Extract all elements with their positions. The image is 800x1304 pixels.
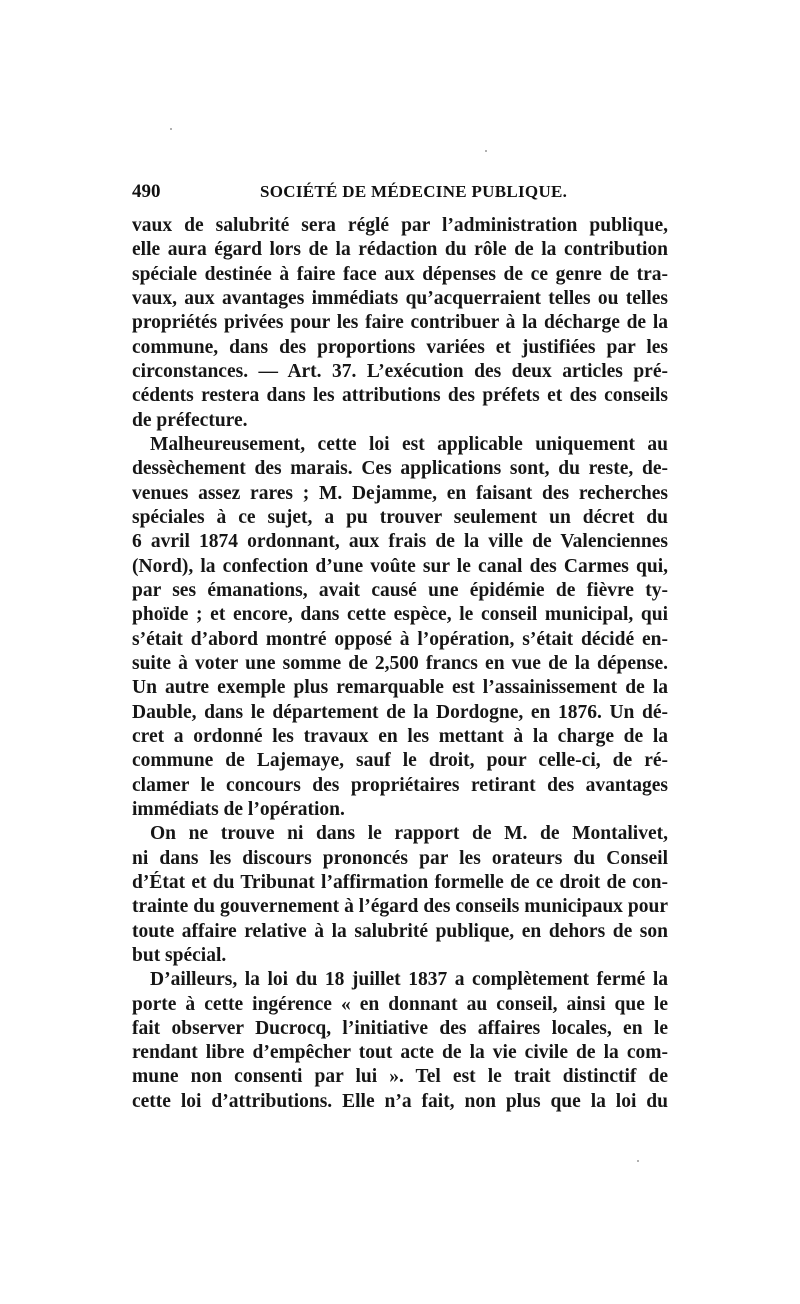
text-line: cret a ordonné les travaux en les mettant à la charge de la <box>132 725 668 747</box>
paragraph <box>132 433 668 822</box>
text-line: porte à cette ingérence « en donnant au conseil, ainsi que le <box>132 993 668 1015</box>
text-line: elle aura égard lors de la rédaction du rôle de la contribution <box>132 239 668 261</box>
running-header <box>132 181 668 207</box>
text-line: Dauble, dans le département de la Dordogne, en 1876. Un dé- <box>132 701 668 723</box>
text-line: venues assez rares ; M. Dejamme, en faisant des recherches <box>132 482 668 504</box>
text-line: Un autre exemple plus remarquable est l’assainissement de la <box>132 677 668 699</box>
text-line: cette loi d’attributions. Elle n’a fait, non plus que la loi du <box>132 1090 668 1112</box>
text-line: vaux, aux avantages immédiats qu’acquerraient telles ou telles <box>132 287 668 309</box>
print-speck <box>170 128 172 130</box>
print-speck <box>485 150 487 152</box>
text-line: vaux de salubrité sera réglé par l’administration publique, <box>132 215 668 236</box>
text-line: spéciales à ce sujet, a pu trouver seulement un décret du <box>132 506 668 528</box>
text-line: mune non consenti par lui ». Tel est le trait distinctif de <box>132 1066 668 1088</box>
text-line: Malheureusement, cette loi est applicable uniquement au <box>150 433 668 455</box>
text-line: On ne trouve ni dans le rapport de M. de Montalivet, <box>150 823 668 845</box>
paragraph <box>132 968 668 1114</box>
text-line: immédiats de l’opération. <box>132 798 345 820</box>
text-line: trainte du gouvernement à l’égard des conseils municipaux pour <box>132 896 668 918</box>
text-line: phoïde ; et encore, dans cette espèce, le conseil municipal, qui <box>132 604 668 626</box>
text-line: s’était d’abord montré opposé à l’opération, s’était décidé en- <box>132 628 668 650</box>
text-line: cédents restera dans les attributions des préfets et des conseils <box>132 385 668 407</box>
text-line: par ses émanations, avait causé une épidémie de fièvre ty- <box>132 579 668 601</box>
text-line: ni dans les discours prononcés par les orateurs du Conseil <box>132 847 668 869</box>
text-line: suite à voter une somme de 2,500 francs en vue de la dépense. <box>132 652 668 674</box>
text-line: commune de Lajemaye, sauf le droit, pour celle-ci, de ré- <box>132 750 668 772</box>
text-line: d’État et du Tribunat l’affirmation formelle de ce droit de con- <box>132 871 668 893</box>
text-line: spéciale destinée à faire face aux dépenses de ce genre de tra- <box>132 263 668 285</box>
text-line: de préfecture. <box>132 409 248 431</box>
paragraph <box>132 214 668 433</box>
text-line: dessèchement des marais. Ces applications sont, du reste, de- <box>132 458 668 480</box>
text-line: propriétés privées pour les faire contribuer à la décharge de la <box>132 312 668 334</box>
paragraph <box>132 822 668 968</box>
body-text <box>132 214 668 1114</box>
page-number: 490 <box>132 181 161 202</box>
text-line: rendant libre d’empêcher tout acte de la vie civile de la com- <box>132 1042 668 1064</box>
text-line: circonstances. — Art. 37. L’exécution des deux articles pré- <box>132 360 668 382</box>
text-line: D’ailleurs, la loi du 18 juillet 1837 a complètement fermé la <box>150 969 668 991</box>
text-line: (Nord), la confection d’une voûte sur le canal des Carmes qui, <box>132 555 668 577</box>
text-line: commune, dans des proportions variées et justifiées par les <box>132 336 668 358</box>
print-speck <box>637 1160 639 1162</box>
text-line: 6 avril 1874 ordonnant, aux frais de la ville de Valenciennes <box>132 531 668 553</box>
text-line: toute affaire relative à la salubrité publique, en dehors de son <box>132 920 668 942</box>
text-line: clamer le concours des propriétaires retirant des avantages <box>132 774 668 796</box>
text-line: fait observer Ducrocq, l’initiative des affaires locales, en le <box>132 1017 668 1039</box>
text-line: but spécial. <box>132 944 227 966</box>
running-title: SOCIÉTÉ DE MÉDECINE PUBLIQUE. <box>260 182 568 201</box>
